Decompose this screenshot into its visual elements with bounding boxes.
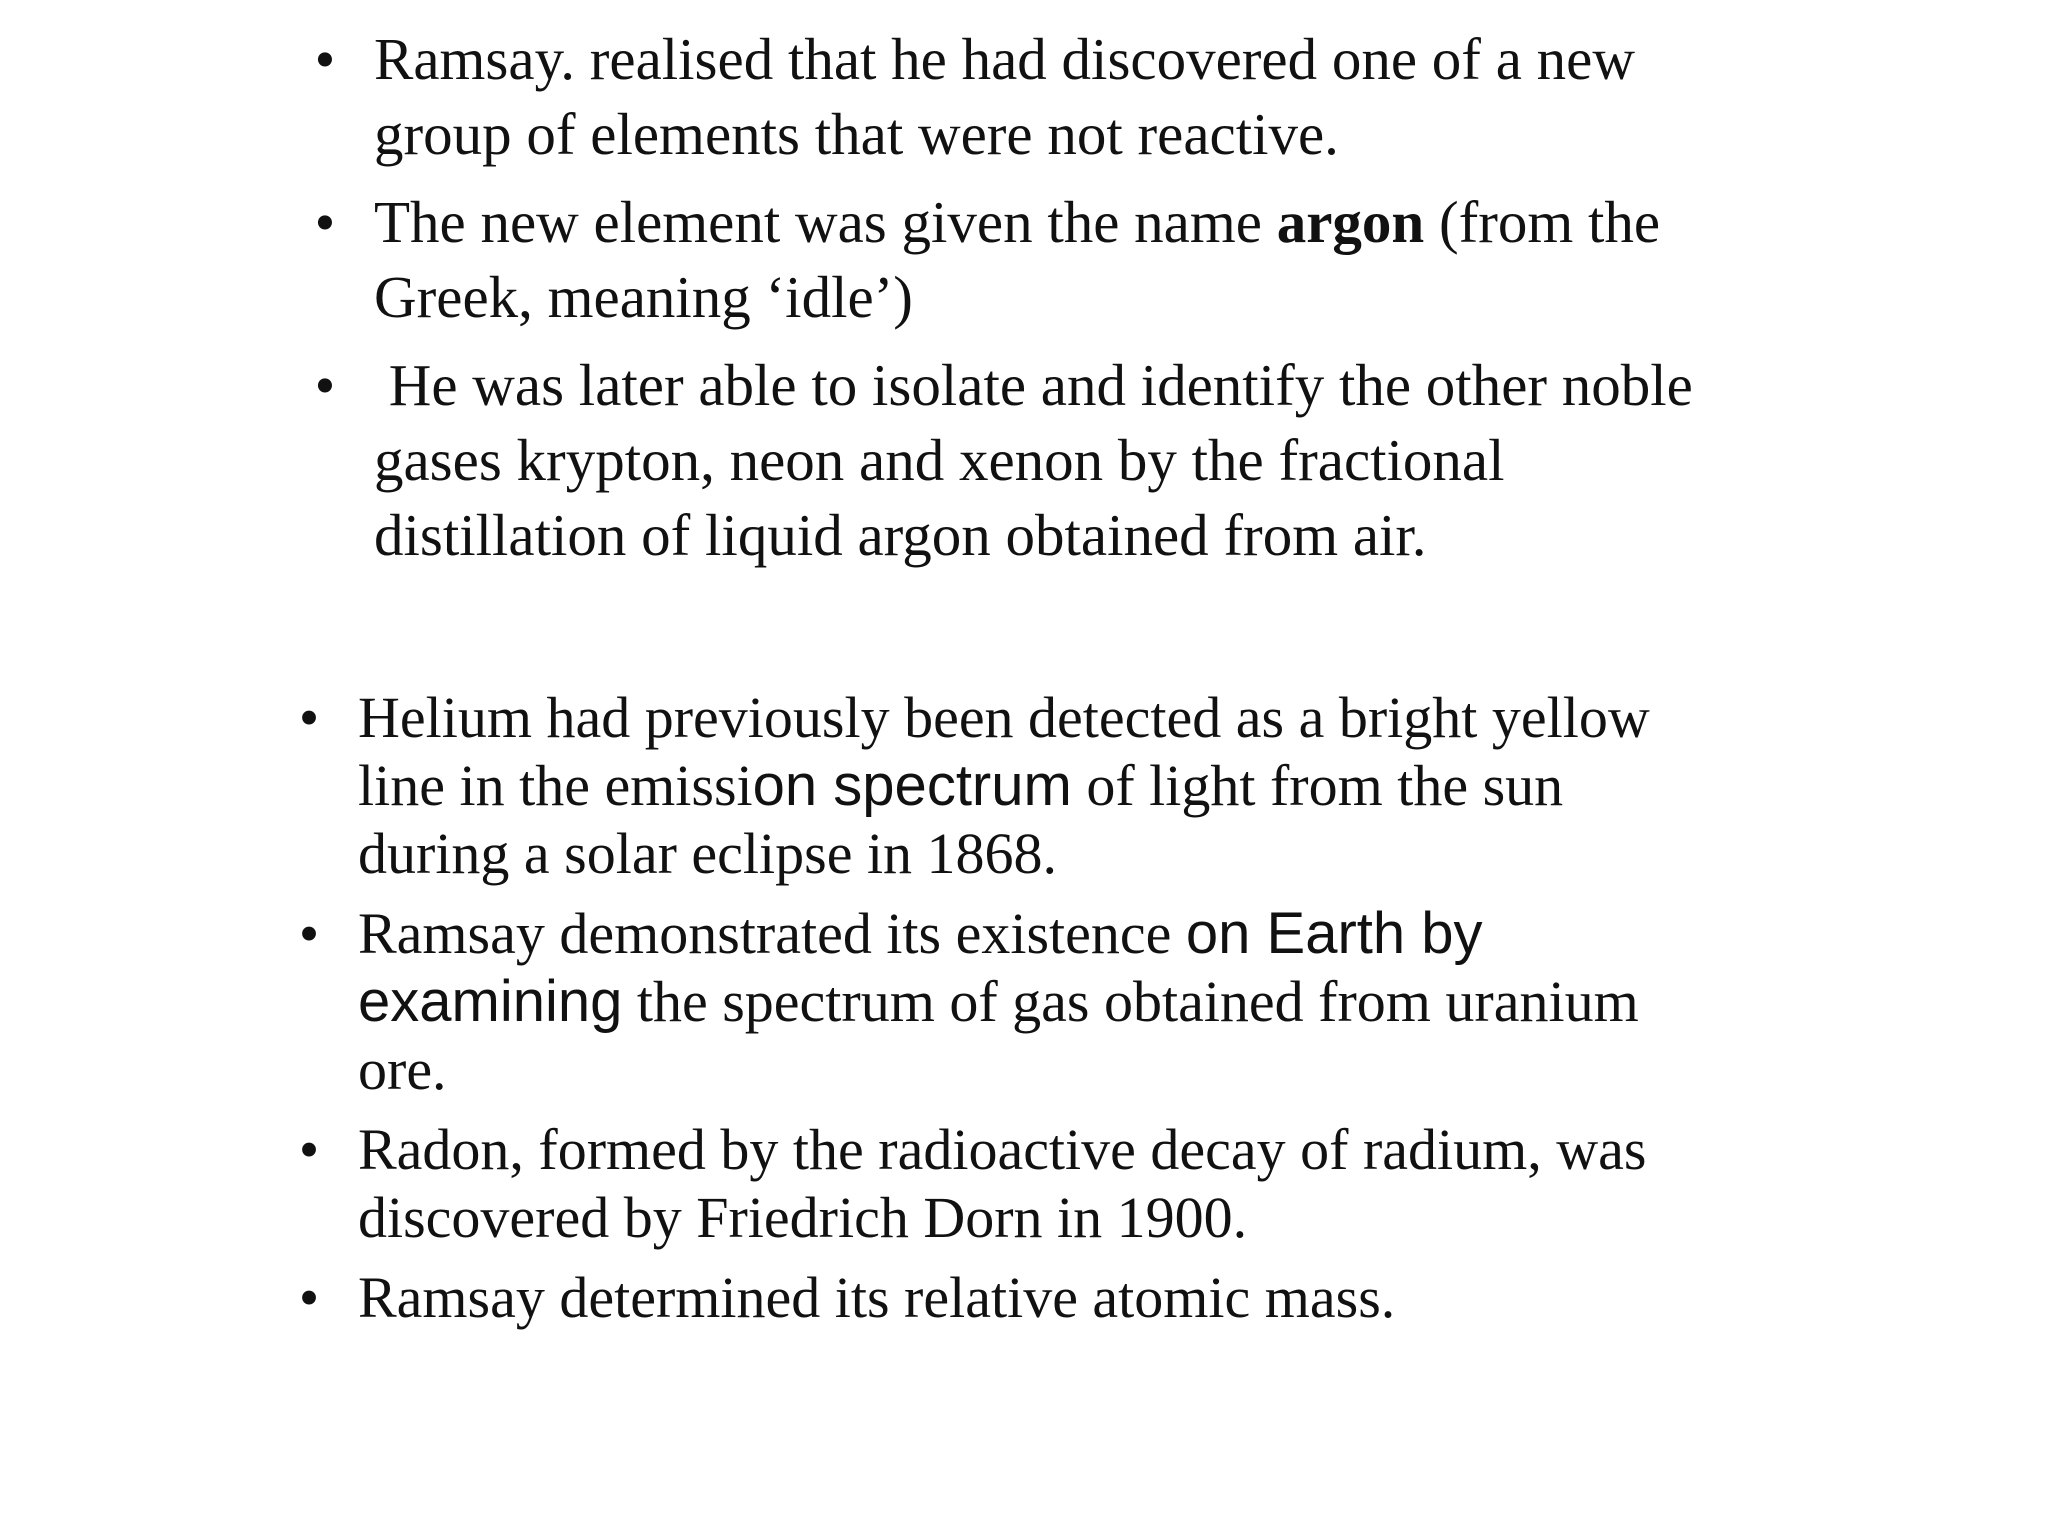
bullet-item-noble-gases bbox=[310, 348, 1710, 573]
bullet-icon: • bbox=[298, 1265, 320, 1330]
bullet-item-argon-name bbox=[310, 185, 1710, 335]
bullet-item-radon bbox=[294, 1116, 1694, 1252]
bullet-item-atomic-mass bbox=[294, 1264, 1694, 1332]
bullet-icon: • bbox=[314, 189, 336, 255]
bullet-icon: • bbox=[298, 685, 320, 750]
bullet-icon: • bbox=[298, 901, 320, 966]
bullet-text: He was later able to isolate and identify the other noble gases krypton, neon and xenon by the fractional distillation of liquid argon obtained from air. bbox=[374, 352, 1708, 568]
bullet-text: Radon, formed by the radioactive decay of radium, was discovered by Friedrich Dorn in 1900. bbox=[358, 1117, 1647, 1250]
argon-term: argon bbox=[1276, 189, 1425, 255]
bullet-text: Ramsay. realised that he had discovered one of a new group of elements that were not reactive. bbox=[374, 26, 1635, 167]
bullet-icon: • bbox=[314, 26, 336, 92]
bullet-list-argon bbox=[310, 22, 1710, 586]
bullet-item-helium bbox=[294, 684, 1694, 888]
bullet-text: Ramsay demonstrated its existence on Earth by examining the spectrum of gas obtained from uranium ore. bbox=[358, 901, 1639, 1102]
bullet-text: Ramsay determined its relative atomic mass. bbox=[358, 1265, 1396, 1330]
bullet-text: The new element was given the name argon (from the Greek, meaning ‘idle’) bbox=[374, 189, 1661, 330]
bullet-icon: • bbox=[314, 352, 336, 418]
bullet-item-ramsay-realised bbox=[310, 22, 1710, 172]
bullet-text: Helium had previously been detected as a bright yellow line in the emission spectrum of light from the sun during a solar eclipse in 1868. bbox=[358, 685, 1650, 886]
bullet-item-ramsay-demonstrated bbox=[294, 900, 1694, 1104]
bullet-list-helium-radon bbox=[294, 684, 1694, 1344]
bullet-icon: • bbox=[298, 1117, 320, 1182]
